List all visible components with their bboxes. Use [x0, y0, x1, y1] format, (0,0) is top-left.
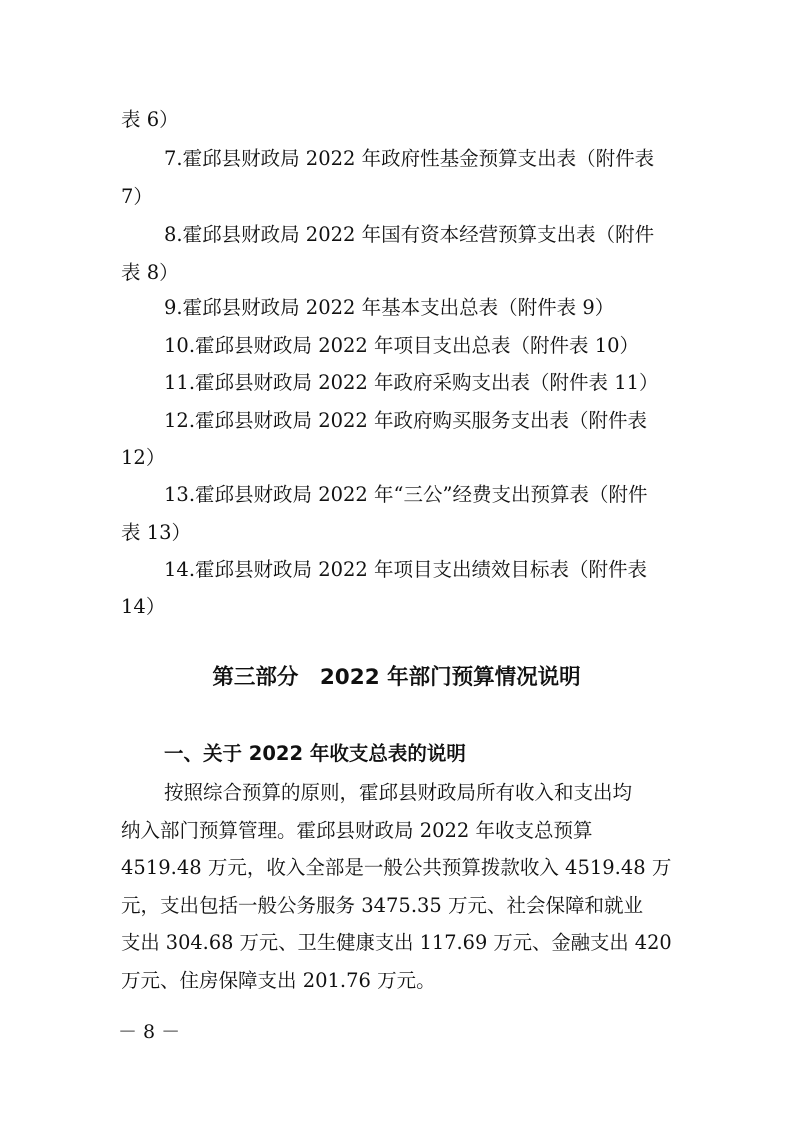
list-line: 12） — [121, 446, 166, 469]
paragraph-line: 纳入部门预算管理。霍邱县财政局 2022 年收支总预算 — [121, 819, 593, 842]
paragraph-line: 按照综合预算的原则，霍邱县财政局所有收入和支出均 — [164, 781, 633, 804]
paragraph-line: 元，支出包括一般公务服务 3475.35 万元、社会保障和就业 — [121, 894, 644, 917]
list-line: 表 13） — [121, 521, 192, 544]
list-line: 8.霍邱县财政局 2022 年国有资本经营预算支出表（附件 — [164, 223, 655, 246]
list-line: 14） — [121, 595, 166, 618]
list-line: 9.霍邱县财政局 2022 年基本支出总表（附件表 9） — [164, 296, 615, 319]
list-line: 7） — [121, 185, 153, 208]
list-line: 10.霍邱县财政局 2022 年项目支出总表（附件表 10） — [164, 334, 640, 357]
paragraph-line: 万元、住房保障支出 201.76 万元。 — [121, 969, 436, 992]
list-line: 表 8） — [121, 261, 179, 284]
subsection-heading: 一、关于 2022 年收支总表的说明 — [164, 742, 466, 765]
list-line: 12.霍邱县财政局 2022 年政府购买服务支出表（附件表 — [164, 409, 648, 432]
list-line: 14.霍邱县财政局 2022 年项目支出绩效目标表（附件表 — [164, 558, 648, 581]
list-line: 13.霍邱县财政局 2022 年“三公”经费支出预算表（附件 — [164, 483, 648, 506]
list-line: 11.霍邱县财政局 2022 年政府采购支出表（附件表 11） — [164, 371, 659, 394]
list-line: 7.霍邱县财政局 2022 年政府性基金预算支出表（附件表 — [164, 147, 655, 170]
paragraph-line: 4519.48 万元，收入全部是一般公共预算拨款收入 4519.48 万 — [121, 856, 672, 879]
list-line: 表 6） — [121, 108, 179, 131]
section-heading: 第三部分 2022 年部门预算情况说明 — [212, 665, 581, 690]
paragraph-line: 支出 304.68 万元、卫生健康支出 117.69 万元、金融支出 420 — [121, 931, 672, 954]
page-number: － 8 － — [118, 1021, 181, 1043]
